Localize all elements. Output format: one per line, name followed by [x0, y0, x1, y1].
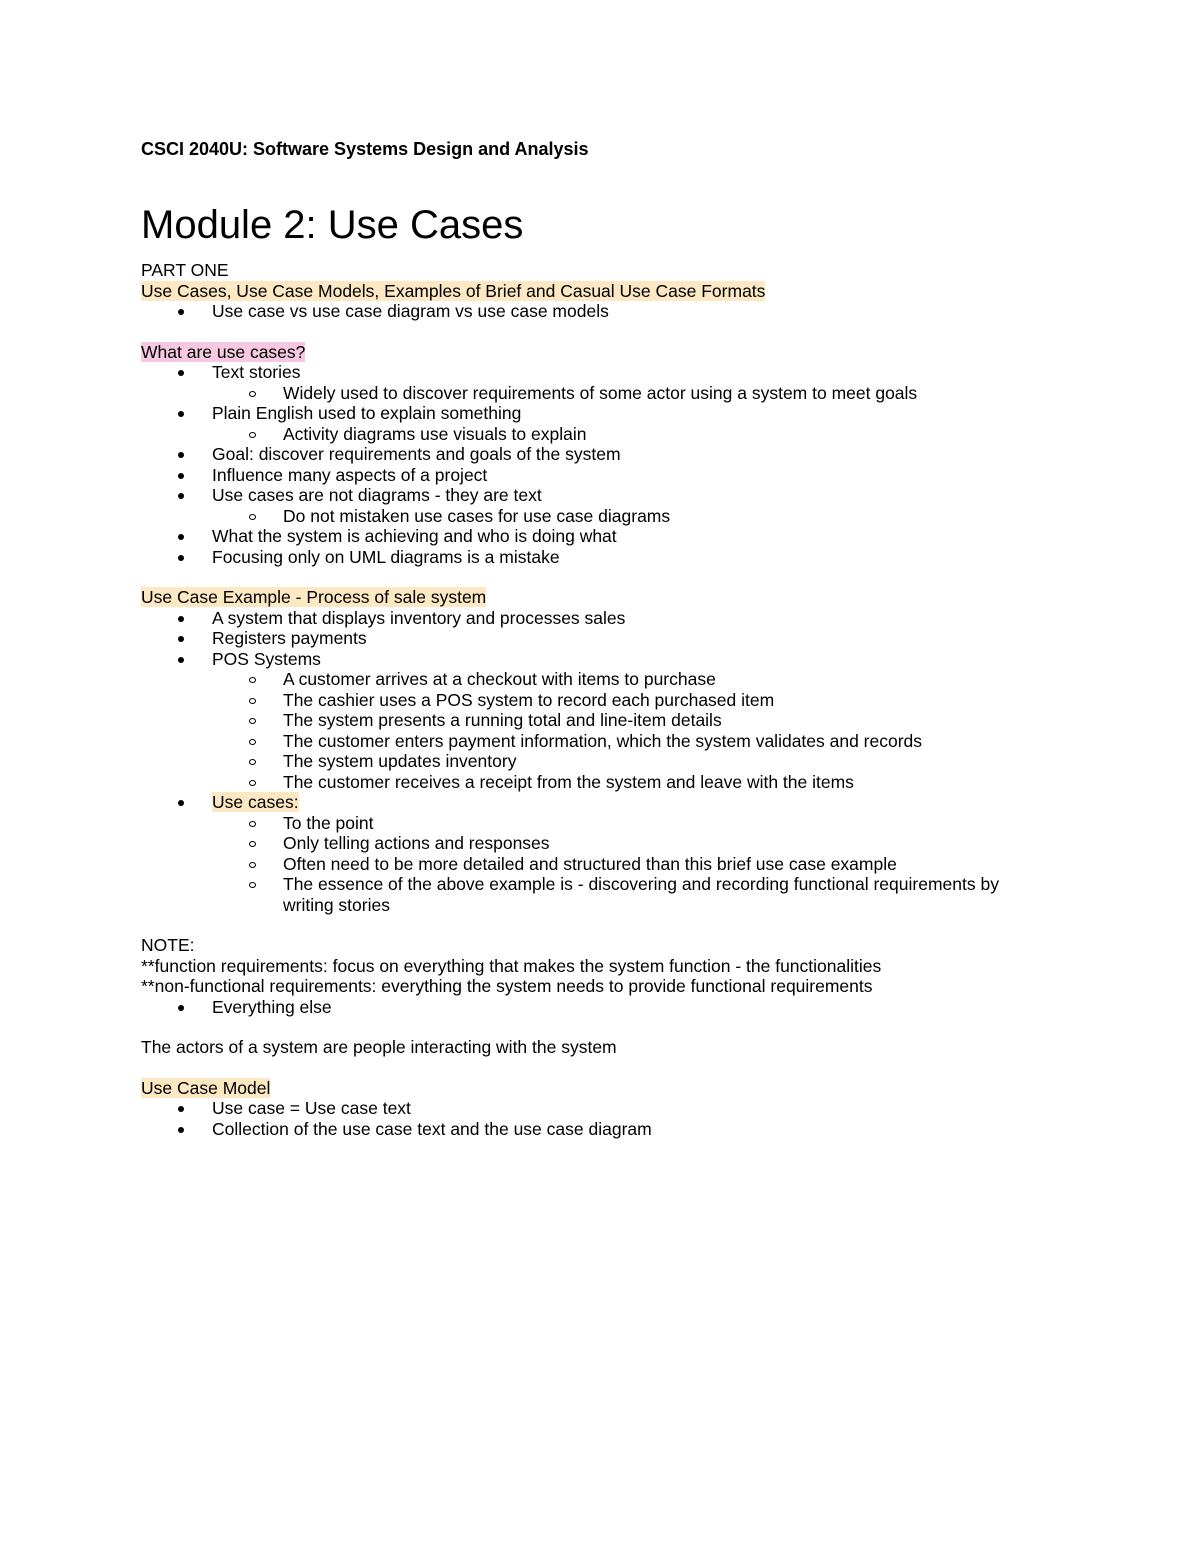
sub-list-item: Widely used to discover requirements of some actor using a system to meet goals: [212, 383, 1041, 404]
sub-list-item: The customer receives a receipt from the system and leave with the items: [212, 772, 1041, 793]
list-item: Use case vs use case diagram vs use case models: [141, 301, 1041, 322]
note-line-functional: **function requirements: focus on everything that makes the system function - the functionalities: [141, 955, 882, 976]
list-item: Influence many aspects of a project: [141, 465, 1041, 486]
list-item: Use case = Use case text: [141, 1098, 1041, 1119]
list-item: Registers payments: [141, 628, 1041, 649]
sub-list-item: To the point: [212, 813, 1041, 834]
list-item: Plain English used to explain something Activity diagrams use visuals to explain: [141, 403, 1041, 444]
example-list: [141, 608, 1041, 916]
note-list: [141, 997, 1041, 1018]
section-heading-what: What are use cases?: [141, 341, 306, 362]
sub-list-item: Only telling actions and responses: [212, 833, 1041, 854]
sub-list-item: The customer enters payment information, which the system validates and records: [212, 731, 1041, 752]
sub-list-item: Activity diagrams use visuals to explain: [212, 424, 1041, 445]
actors-text: The actors of a system are people interacting with the system: [141, 1037, 617, 1057]
sub-list-item: A customer arrives at a checkout with items to purchase: [212, 669, 1041, 690]
list-item: Text stories Widely used to discover requirements of some actor using a system to meet goals: [141, 362, 1041, 403]
list-item: Everything else: [141, 997, 1041, 1018]
sub-list-item: Often need to be more detailed and structured than this brief use case example: [212, 854, 1041, 875]
list-item: Collection of the use case text and the use case diagram: [141, 1119, 1041, 1140]
sub-list-item: The cashier uses a POS system to record each purchased item: [212, 690, 1041, 711]
part-label: PART ONE: [141, 260, 229, 280]
list-item: Use cases: To the point Only telling actions and responses Often need to be more detailed and structured than this brief use case example The essence of the above example is - discovering and recording functional requirements by writing stories: [141, 792, 1041, 915]
section-heading-example: Use Case Example - Process of sale system: [141, 587, 487, 607]
list-item: What the system is achieving and who is doing what: [141, 526, 1041, 547]
sub-list-item: Do not mistaken use cases for use case diagrams: [212, 506, 1041, 527]
list-item: Focusing only on UML diagrams is a mistake: [141, 547, 1041, 568]
course-title: CSCI 2040U: Software Systems Design and Analysis: [141, 139, 589, 159]
sub-list-item: The essence of the above example is - discovering and recording functional requirements by writing stories: [212, 874, 1023, 915]
model-list: [141, 1098, 1041, 1139]
list-item: A system that displays inventory and processes sales: [141, 608, 1041, 629]
section-heading-model: Use Case Model: [141, 1077, 271, 1098]
note-label: NOTE:: [141, 935, 195, 955]
note-line-nonfunctional: **non-functional requirements: everything the system needs to provide functional requirements: [141, 976, 873, 996]
module-title: Module 2: Use Cases: [141, 203, 524, 247]
list-item: Goal: discover requirements and goals of the system: [141, 444, 1041, 465]
sub-list-item: The system presents a running total and line-item details: [212, 710, 1041, 731]
what-list: [141, 362, 1041, 567]
section-heading-intro: Use Cases, Use Case Models, Examples of Brief and Casual Use Case Formats: [141, 280, 766, 301]
document-page: [141, 138, 1041, 1139]
list-item: POS Systems A customer arrives at a checkout with items to purchase The cashier uses a POS system to record each purchased item The system presents a running total and line-item details The customer enters payment information, which the system validates and records The system updates inventory The customer receives a receipt from the system and leave with the items: [141, 649, 1041, 793]
list-item: Use cases are not diagrams - they are text Do not mistaken use cases for use case diagrams: [141, 485, 1041, 526]
intro-list: [141, 301, 1041, 322]
sub-list-item: The system updates inventory: [212, 751, 1041, 772]
